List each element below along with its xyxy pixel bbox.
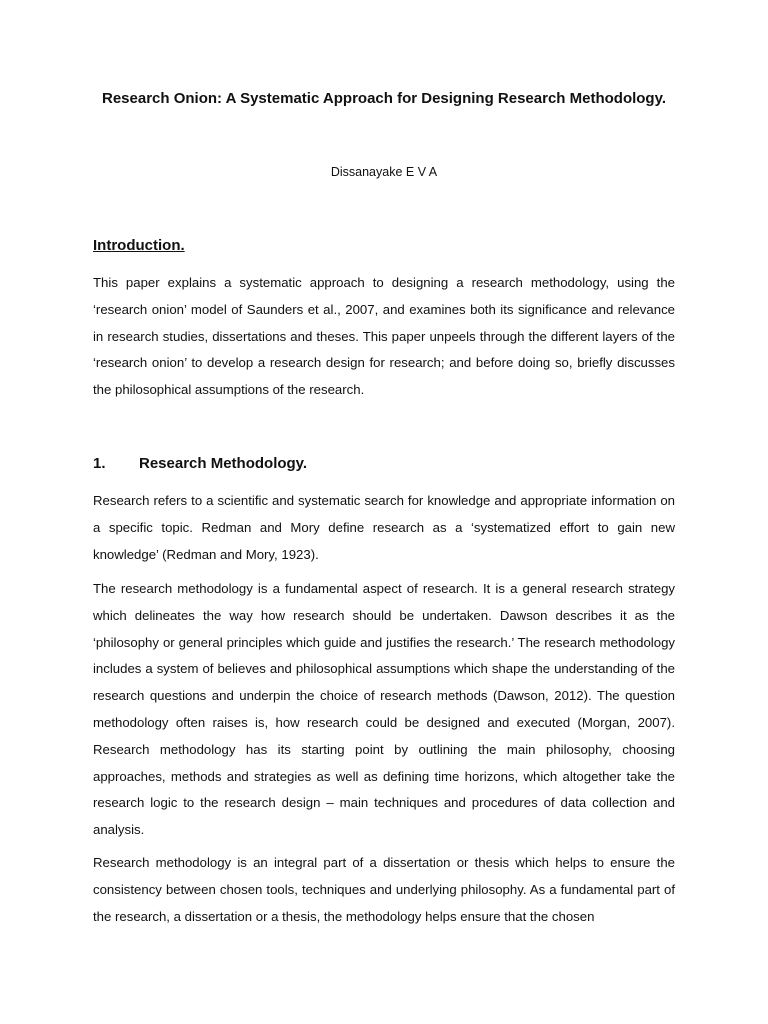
introduction-heading: Introduction. — [93, 237, 185, 254]
author-name: Dissanayake E V A — [330, 165, 438, 179]
introduction-paragraph: This paper explains a systematic approach to designing a research methodology, using the ‘research onion’ model of Saunders et al., 2007, and examines both its significance and relevance in research studies, dissertations and theses. This paper unpeels through the different layers of the ‘research onion’ to develop a research design for research; and before doing so, briefly discusses the philosophical assumptions of the research. — [93, 275, 675, 398]
paper-title: Research Onion: A Systematic Approach for Designing Research Methodology. — [102, 90, 666, 107]
body-paragraph-3: Research methodology is an integral part of a dissertation or thesis which helps to ensure the consistency between chosen tools, techniques and underlying philosophy. As a fundamental part of the research, a dissertation or a thesis, the methodology helps ensure that the chosen — [93, 855, 675, 924]
body-paragraph-1: Research refers to a scientific and systematic search for knowledge and appropriate information on a specific topic. Redman and Mory define research as a ‘systematized effort to gain new knowledge’ (Redman and Mory, 1923). — [93, 493, 675, 562]
section-number: 1. — [93, 455, 106, 472]
section-title: Research Methodology. — [139, 455, 308, 472]
body-paragraph-2: The research methodology is a fundamental aspect of research. It is a general research strategy which delineates the way how research should be undertaken. Dawson describes it as the ‘philosophy or general principles which guide and justifies the research.’ The research methodology includes a system of believes and philosophical assumptions which shape the understanding of the research questions and underpin the choice of research methods (Dawson, 2012). The question methodology often raises is, how research could be designed and executed (Morgan, 2007). Research methodology has its starting point by outlining the main philosophy, choosing approaches, methods and strategies as well as defining time horizons, which altogether take the research logic to the research design – main techniques and procedures of data collection and analysis. — [93, 581, 675, 838]
section-heading — [93, 454, 307, 474]
